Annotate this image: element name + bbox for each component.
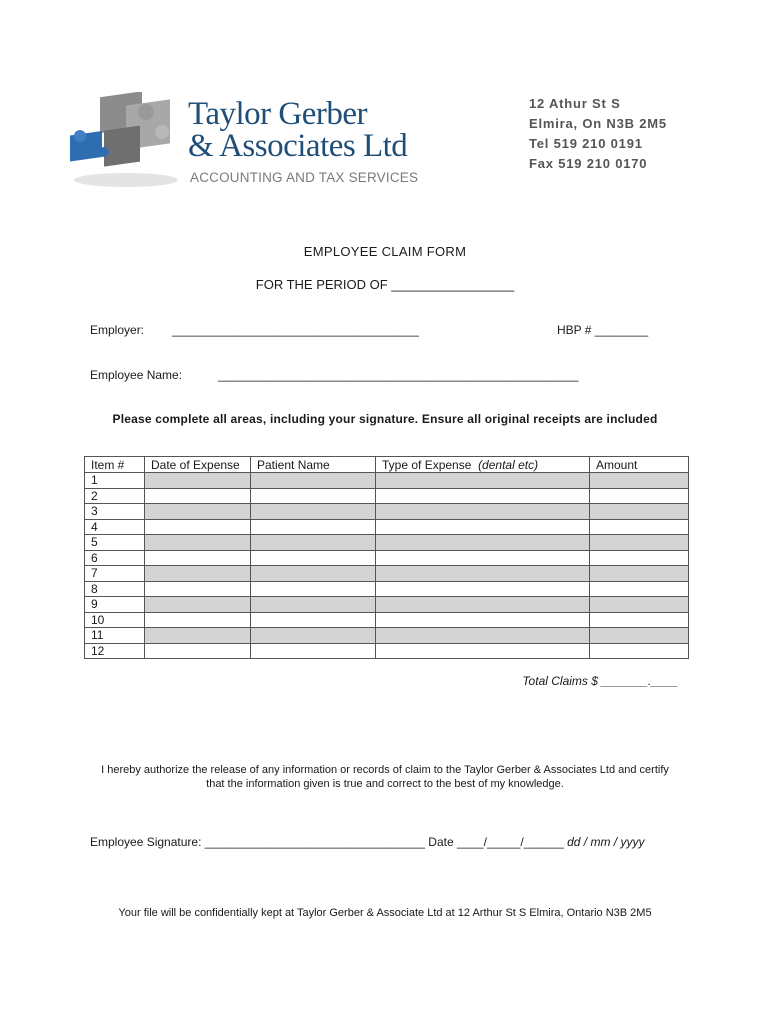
employer-field[interactable]: _____________________________________ [172,323,419,337]
authorization-statement [60,763,710,791]
type-cell[interactable] [376,597,590,613]
table-row [85,581,689,597]
patient-cell[interactable] [251,504,376,520]
header-type [376,457,590,473]
item-number: 4 [85,519,145,535]
amount-cell[interactable] [590,488,689,504]
header-type-note: (dental etc) [478,457,539,472]
item-number: 11 [85,628,145,644]
address-tel: Tel 519 210 0191 [529,136,643,151]
date-cell[interactable] [145,597,251,613]
table-row [85,628,689,644]
form-title: EMPLOYEE CLAIM FORM [303,244,467,259]
type-cell[interactable] [376,612,590,628]
header-date: Date of Expense [145,457,251,473]
item-number: 2 [85,488,145,504]
type-cell[interactable] [376,566,590,582]
employer-label: Employer: [90,323,145,337]
amount-cell[interactable] [590,504,689,520]
type-cell[interactable] [376,628,590,644]
table-header-row [85,457,689,473]
date-cell[interactable] [145,643,251,659]
item-number: 6 [85,550,145,566]
table-row [85,519,689,535]
date-cell[interactable] [145,566,251,582]
amount-cell[interactable] [590,473,689,489]
amount-cell[interactable] [590,550,689,566]
table-row [85,566,689,582]
address-street: 12 Athur St S [529,96,621,111]
type-cell[interactable] [376,550,590,566]
date-format-hint: dd / mm / yyyy [567,835,645,849]
patient-cell[interactable] [251,628,376,644]
patient-cell[interactable] [251,473,376,489]
date-cell[interactable] [145,628,251,644]
total-claims-field[interactable]: Total Claims $ _______.____ [522,674,678,688]
authorization-line2: that the information given is true and correct to the best of my knowledge. [206,778,564,790]
header-patient: Patient Name [251,457,376,473]
table-row [85,535,689,551]
table-row [85,643,689,659]
table-row [85,473,689,489]
table-row [85,597,689,613]
patient-cell[interactable] [251,612,376,628]
amount-cell[interactable] [590,566,689,582]
amount-cell[interactable] [590,581,689,597]
amount-cell[interactable] [590,643,689,659]
date-cell[interactable] [145,488,251,504]
header-type-label: Type of Expense [382,457,472,472]
table-row [85,612,689,628]
hbp-field[interactable]: HBP # ________ [557,323,649,337]
patient-cell[interactable] [251,581,376,597]
date-cell[interactable] [145,612,251,628]
patient-cell[interactable] [251,597,376,613]
company-tagline: ACCOUNTING AND TAX SERVICES [190,170,419,185]
employee-name-field[interactable]: ______________________________________________________ [218,368,579,382]
amount-cell[interactable] [590,597,689,613]
signature-date-field[interactable]: Employee Signature: _________________________________ Date ____/_____/______ [90,835,564,849]
item-number: 12 [85,643,145,659]
type-cell[interactable] [376,581,590,597]
table-row [85,488,689,504]
company-name-line1: Taylor Gerber [188,96,368,132]
claims-table [84,456,689,659]
date-cell[interactable] [145,550,251,566]
type-cell[interactable] [376,643,590,659]
address-fax: Fax 519 210 0170 [529,156,648,171]
puzzle-icon [70,92,170,167]
header-amount: Amount [590,457,689,473]
amount-cell[interactable] [590,535,689,551]
patient-cell[interactable] [251,535,376,551]
confidentiality-footer: Your file will be confidentially kept at Taylor Gerber & Associate Ltd at 12 Arthur St S Elmira, Ontario N3B 2M5 [118,907,652,919]
patient-cell[interactable] [251,550,376,566]
period-field[interactable]: FOR THE PERIOD OF _________________ [255,277,515,292]
item-number: 7 [85,566,145,582]
address-city: Elmira, On N3B 2M5 [529,116,667,131]
item-number: 9 [85,597,145,613]
instructions: Please complete all areas, including your signature. Ensure all original receipts are included [112,412,658,426]
table-row [85,504,689,520]
date-cell[interactable] [145,473,251,489]
type-cell[interactable] [376,535,590,551]
date-cell[interactable] [145,504,251,520]
item-number: 5 [85,535,145,551]
table-row [85,550,689,566]
item-number: 1 [85,473,145,489]
amount-cell[interactable] [590,628,689,644]
item-number: 8 [85,581,145,597]
type-cell[interactable] [376,504,590,520]
header-item: Item # [85,457,145,473]
employee-name-label: Employee Name: [90,368,183,382]
patient-cell[interactable] [251,488,376,504]
patient-cell[interactable] [251,519,376,535]
type-cell[interactable] [376,519,590,535]
company-name-line2: & Associates Ltd [188,128,408,164]
patient-cell[interactable] [251,643,376,659]
item-number: 10 [85,612,145,628]
signature-line[interactable] [90,835,644,849]
item-number: 3 [85,504,145,520]
date-cell[interactable] [145,519,251,535]
patient-cell[interactable] [251,566,376,582]
date-cell[interactable] [145,535,251,551]
date-cell[interactable] [145,581,251,597]
amount-cell[interactable] [590,519,689,535]
type-cell[interactable] [376,488,590,504]
type-cell[interactable] [376,473,590,489]
amount-cell[interactable] [590,612,689,628]
authorization-line1: I hereby authorize the release of any information or records of claim to the Taylor Gerber & Associates Ltd and certify [101,764,669,776]
